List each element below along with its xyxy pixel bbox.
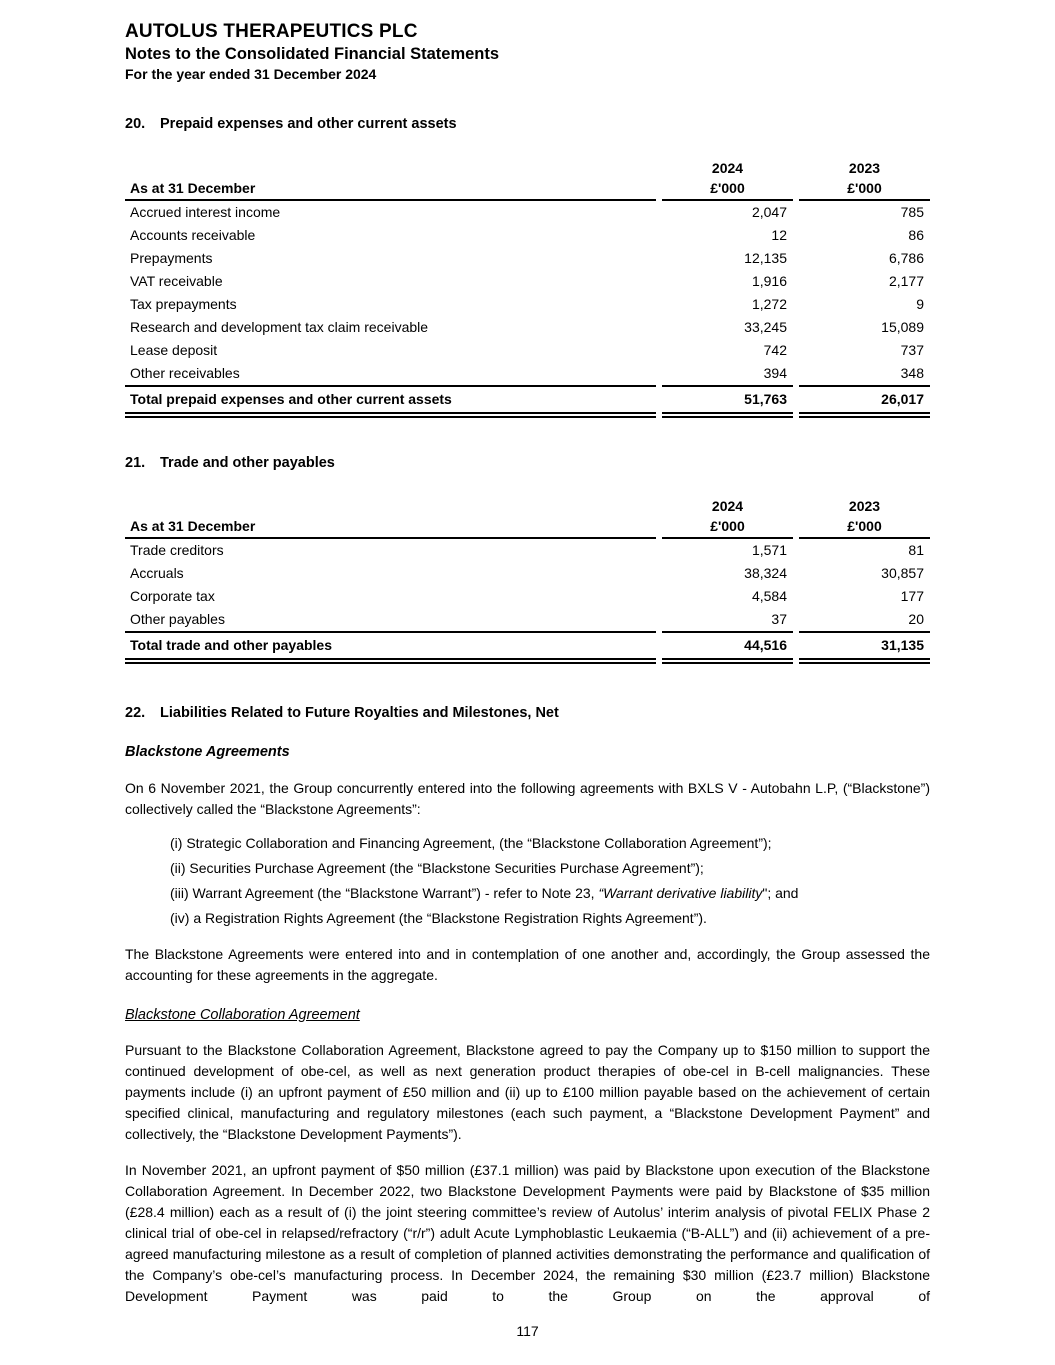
- value-2023: 15,089: [881, 318, 924, 335]
- table-row: [125, 224, 930, 247]
- total-value-2024: 51,763: [662, 385, 793, 418]
- table-row: [125, 293, 930, 316]
- row-label: Prepayments: [130, 249, 213, 266]
- note-22-section: [125, 704, 930, 1307]
- table-row: [125, 270, 930, 293]
- row-label: Accounts receivable: [130, 226, 256, 243]
- blackstone-collaboration-agreement-heading: Blackstone Collaboration Agreement: [125, 1006, 360, 1023]
- year-header-row: [125, 490, 930, 514]
- year-header: 2024: [711, 498, 744, 515]
- value-2024: 1,916: [751, 272, 787, 289]
- note-20-section: [125, 115, 930, 418]
- value-2024: 394: [763, 364, 787, 381]
- value-2023: 2,177: [888, 272, 924, 289]
- value-2023: 20: [908, 611, 924, 628]
- note-21-heading: [125, 454, 930, 473]
- year-header: 2024: [711, 159, 744, 176]
- agreement-item-i: [170, 833, 930, 854]
- value-2023: 30,857: [881, 565, 924, 582]
- list-item-italic-text: “Warrant derivative liability: [598, 884, 763, 901]
- table-row: [125, 362, 930, 385]
- paragraph-pursuant: Pursuant to the Blackstone Collaboration Agreement, Blackstone agreed to pay the Company up to $150 million to support the continued development of obe-cel, as well as next generation product therapies of obe-cel in B-cell malignancies. These payments include (i) an upfront payment of £50 million and (ii) up to £100 million payable based on the achievement of certain specified clinical, manufacturing and regulatory milestones (each such payment, a “Blackstone Development Payment” and collectively, the “Blackstone Development Payments”).: [125, 1042, 930, 1143]
- list-item-text: (iii) Warrant Agreement (the “Blackstone Warrant”) - refer to Note 23,: [170, 884, 599, 901]
- total-label: Total trade and other payables: [125, 631, 656, 664]
- year-header: 2023: [848, 498, 881, 515]
- row-label: VAT receivable: [130, 272, 223, 289]
- prepaid-expenses-table: [119, 152, 936, 418]
- agreements-list: [125, 833, 930, 929]
- value-2024: 1,571: [751, 542, 787, 559]
- page-number: 117: [516, 1323, 539, 1339]
- paragraph-intro: On 6 November 2021, the Group concurrently entered into the following agreements with BXLS V - Autobahn L.P, (“Blackstone”) collectively called the “Blackstone Agreements”:: [125, 779, 930, 817]
- document-header: [125, 20, 930, 85]
- year-header-row: [125, 152, 930, 176]
- total-row: [125, 631, 930, 664]
- list-item-text: (i) Strategic Collaboration and Financing Agreement, (the “Blackstone Collaboration Agreement”);: [170, 834, 772, 851]
- table-row: [125, 608, 930, 631]
- value-2024: 12: [771, 226, 787, 243]
- spacer-cell: [125, 490, 656, 514]
- total-value-2023: 31,135: [799, 631, 930, 664]
- row-label: Other payables: [130, 611, 225, 628]
- row-header: As at 31 December: [125, 176, 656, 201]
- value-2023: 177: [900, 588, 924, 605]
- value-2024: 38,324: [744, 565, 787, 582]
- note-22-heading: [125, 704, 930, 723]
- total-label: Total prepaid expenses and other current assets: [125, 385, 656, 418]
- year-header: 2023: [848, 159, 881, 176]
- total-row: [125, 385, 930, 418]
- trade-payables-table: [119, 490, 936, 664]
- note-22-number: 22.: [125, 705, 146, 722]
- value-2023: 81: [908, 542, 924, 559]
- row-label: Research and development tax claim receivable: [130, 318, 429, 335]
- value-2023: 785: [900, 203, 924, 220]
- row-header: As at 31 December: [125, 514, 656, 539]
- value-2024: 742: [763, 341, 787, 358]
- value-2024: 33,245: [744, 318, 787, 335]
- note-21-title: Trade and other payables: [160, 454, 335, 471]
- table-row: [125, 585, 930, 608]
- list-item-text: (iv) a Registration Rights Agreement (the “Blackstone Registration Rights Agreement”).: [170, 909, 707, 926]
- value-2024: 12,135: [744, 249, 787, 266]
- value-2023: 737: [900, 341, 924, 358]
- column-header-row: [125, 514, 930, 539]
- agreement-item-ii: [170, 858, 930, 879]
- list-item-text: (ii) Securities Purchase Agreement (the “Blackstone Securities Purchase Agreement”);: [170, 859, 704, 876]
- table-row: [125, 539, 930, 562]
- table-row: [125, 247, 930, 270]
- company-name: AUTOLUS THERAPEUTICS PLC: [125, 21, 418, 42]
- row-label: Trade creditors: [130, 542, 224, 559]
- row-label: Corporate tax: [130, 588, 215, 605]
- blackstone-agreements-heading: Blackstone Agreements: [125, 744, 290, 761]
- value-2024: 37: [771, 611, 787, 628]
- note-21-number: 21.: [125, 454, 146, 471]
- row-label: Other receivables: [130, 364, 240, 381]
- document-title: Notes to the Consolidated Financial Statements: [125, 44, 500, 63]
- row-label: Accrued interest income: [130, 203, 281, 220]
- agreement-item-iv: [170, 908, 930, 929]
- table-row: [125, 316, 930, 339]
- paragraph-aggregate: The Blackstone Agreements were entered into and in contemplation of one another and, accordingly, the Group assessed the accounting for these agreements in the aggregate.: [125, 945, 930, 983]
- spacer-cell: [125, 152, 656, 176]
- value-2023: 86: [908, 226, 924, 243]
- row-label: Lease deposit: [130, 341, 218, 358]
- note-20-title: Prepaid expenses and other current assets: [160, 115, 457, 132]
- value-2024: 4,584: [751, 588, 787, 605]
- table-row: [125, 201, 930, 224]
- paragraph-payments-history: In November 2021, an upfront payment of $50 million (£37.1 million) was paid by Blackstone upon execution of the Blackstone Collaboration Agreement. In December 2022, two Blackstone Development Payments were paid by Blackstone of $35 million (£28.4 million) each as a result of (i) the joint steering committee’s review of Autolus’ interim analysis of pivotal FELIX Phase 2 clinical trial of obe-cel in relapsed/refractory (“r/r”) adult Acute Lymphoblastic Leukaemia (“B-ALL”) and (ii) achievement of a pre-agreed manufacturing milestone as a result of completion of planned activities demonstrating the performance and qualification of the Company’s obe-cel’s manufacturing process. In December 2024, the remaining $30 million (£23.7 million) Blackstone Development Payment was paid to the Group on the approval of: [125, 1162, 930, 1305]
- table-row: [125, 339, 930, 362]
- agreement-item-iii: [170, 883, 930, 904]
- note-21-section: [125, 454, 930, 665]
- value-2024: 1,272: [751, 295, 787, 312]
- value-2023: 6,786: [888, 249, 924, 266]
- list-item-text: "; and: [762, 884, 799, 901]
- note-20-heading: [125, 115, 930, 134]
- total-value-2023: 26,017: [799, 385, 930, 418]
- unit-header: £'000: [662, 176, 793, 201]
- period-line: For the year ended 31 December 2024: [125, 66, 377, 83]
- row-label: Accruals: [130, 565, 184, 582]
- unit-header: £'000: [799, 514, 930, 539]
- table-row: [125, 562, 930, 585]
- unit-header: £'000: [662, 514, 793, 539]
- total-value-2024: 44,516: [662, 631, 793, 664]
- row-label: Tax prepayments: [130, 295, 237, 312]
- value-2024: 2,047: [751, 203, 787, 220]
- note-22-title: Liabilities Related to Future Royalties and Milestones, Net: [160, 705, 559, 722]
- column-header-row: [125, 176, 930, 201]
- value-2023: 348: [900, 364, 924, 381]
- unit-header: £'000: [799, 176, 930, 201]
- value-2023: 9: [916, 295, 924, 312]
- note-20-number: 20.: [125, 115, 146, 132]
